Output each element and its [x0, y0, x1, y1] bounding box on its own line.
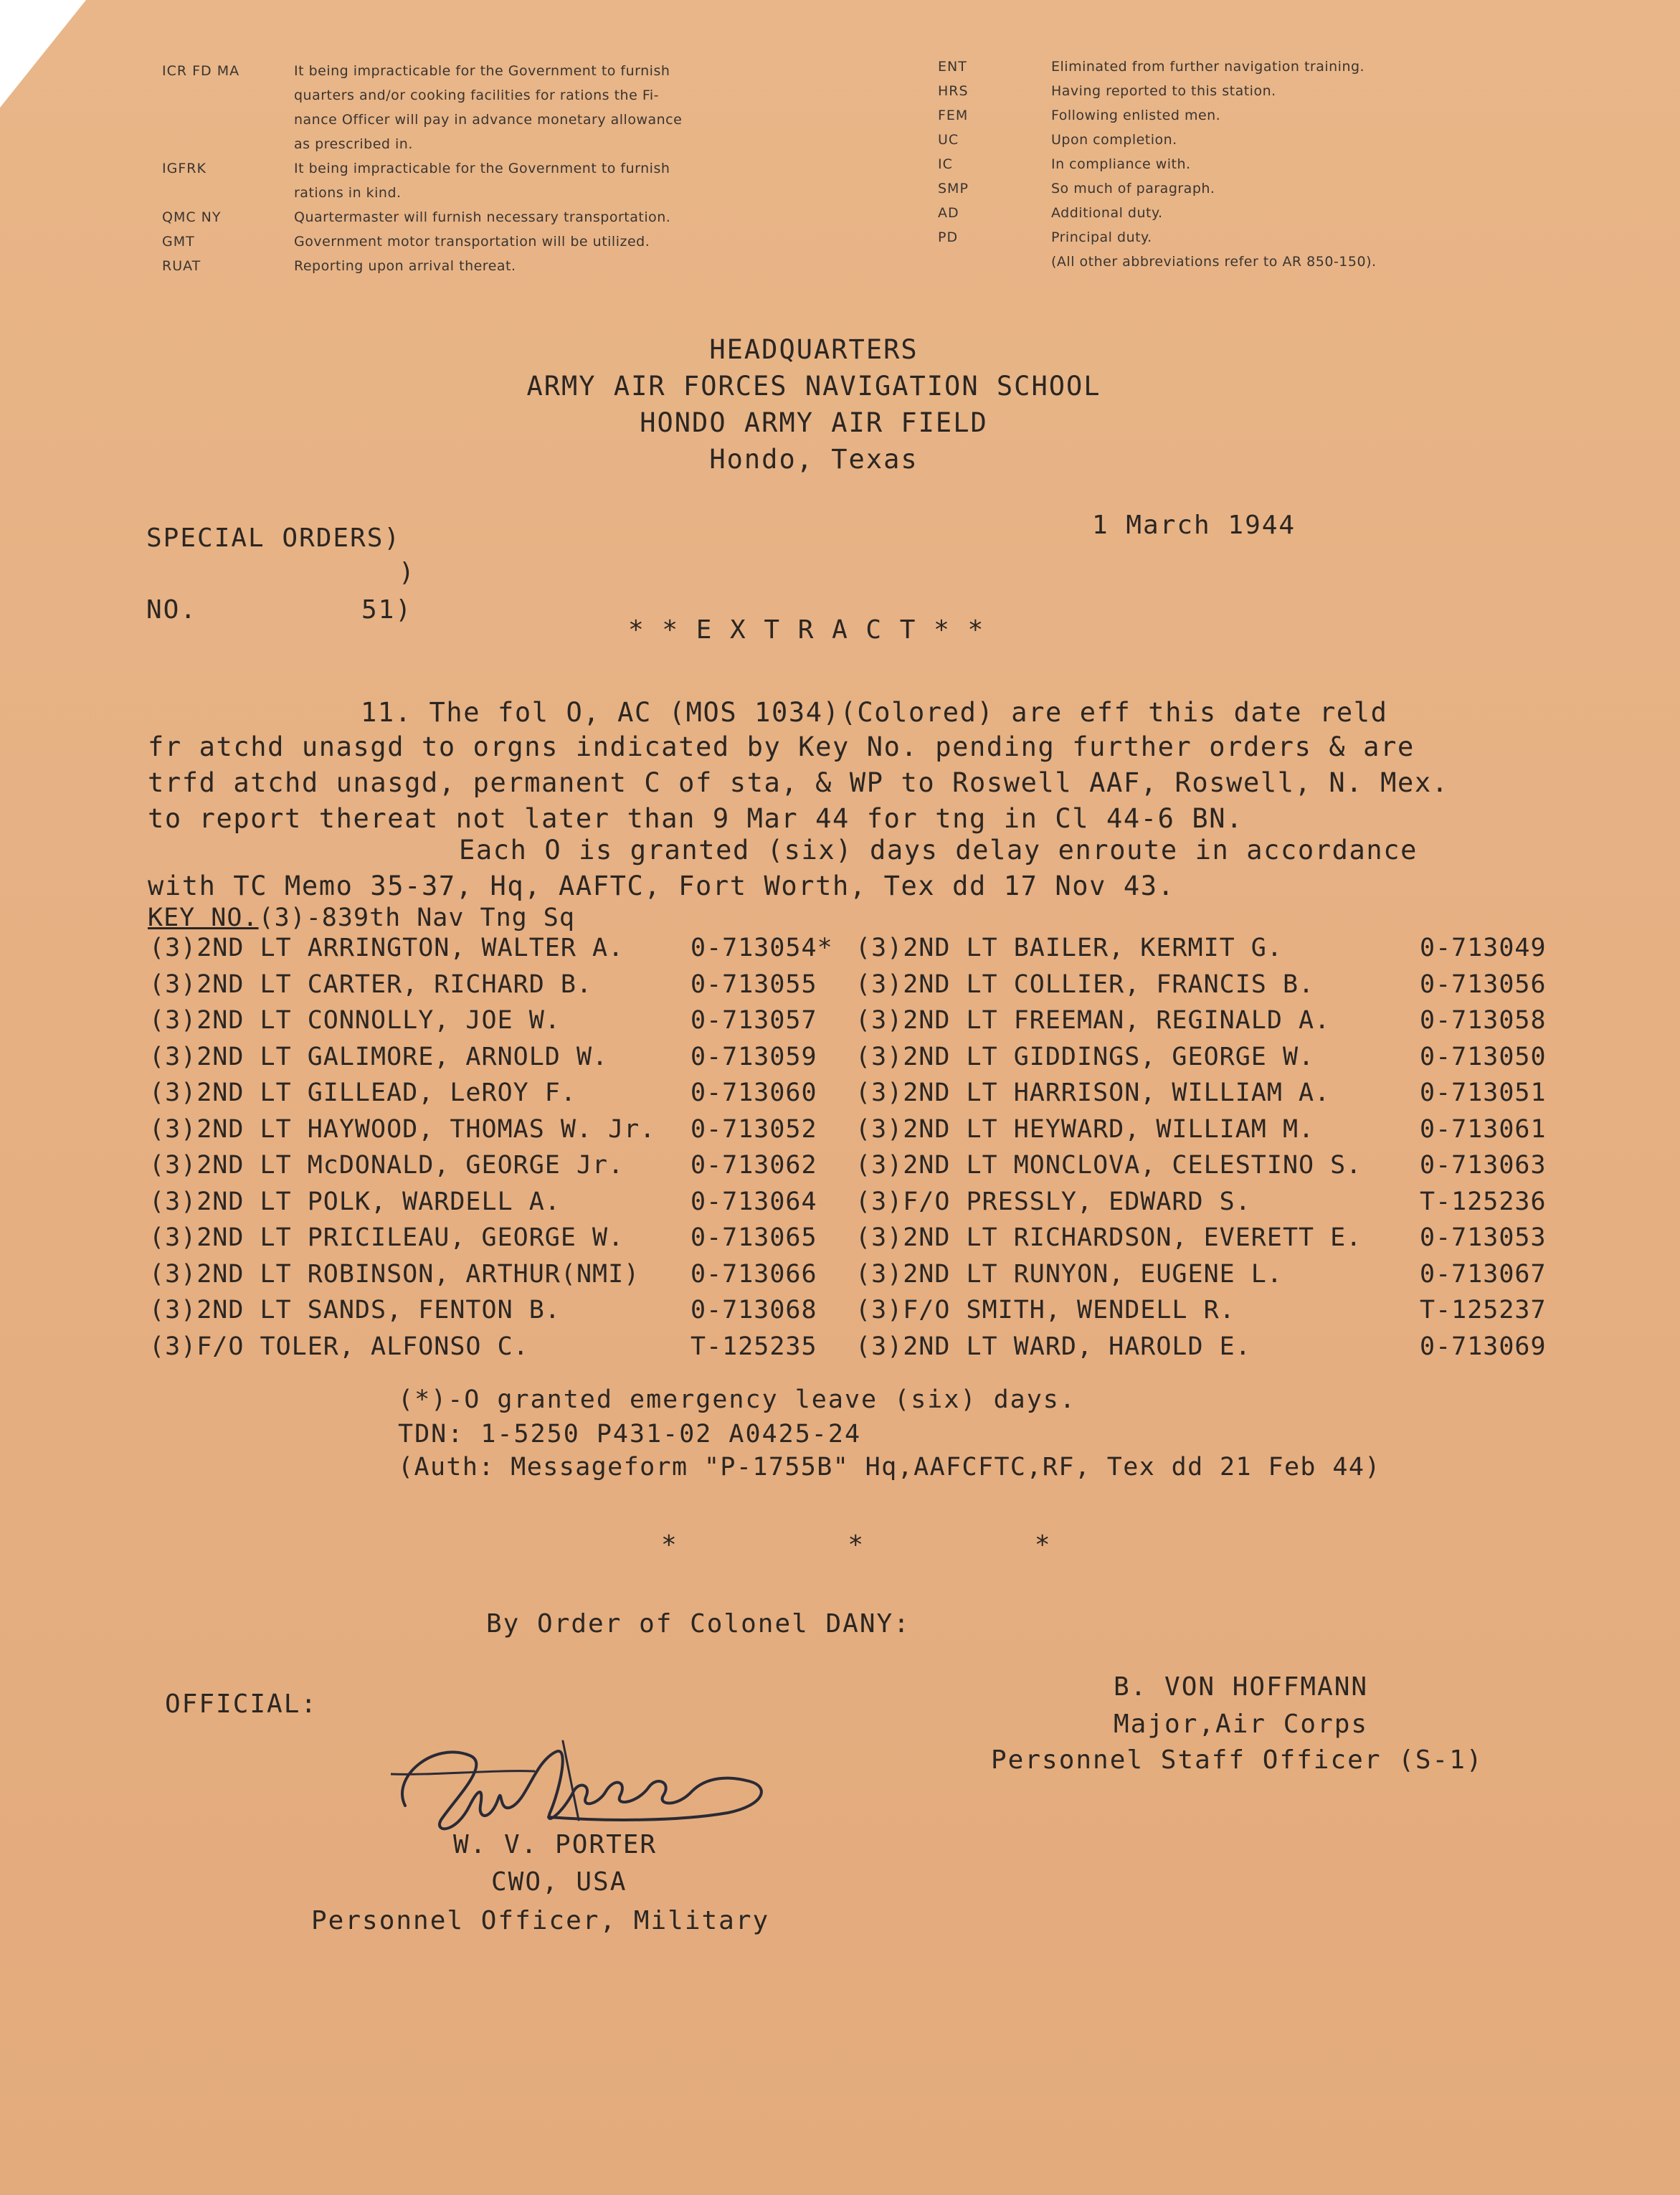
- note-authority: (Auth: Messageform "P-1755B" Hq,AAFCFTC,RF, Tex dd 21 Feb 44): [398, 1453, 1381, 1481]
- abbreviation-entry: [938, 103, 1377, 128]
- roster-left-name: (3)2ND LT PRICILEAU, GEORGE W.: [149, 1223, 625, 1252]
- abbreviation-description: Additional duty.: [1051, 205, 1163, 221]
- special-orders-paren: ): [399, 558, 416, 587]
- roster-right-name: (3)2ND LT FREEMAN, REGINALD A.: [855, 1006, 1331, 1035]
- abbreviation-code: QMC NY: [162, 209, 222, 225]
- roster-left-name: (3)2ND LT GALIMORE, ARNOLD W.: [149, 1042, 609, 1071]
- abbreviation-description-continued: nance Officer will pay in advance monetary allowance: [294, 112, 683, 128]
- abbreviation-description: Principal duty.: [1051, 229, 1152, 245]
- roster-right-serial: 0-713063: [1420, 1151, 1547, 1180]
- roster-left-name: (3)2ND LT McDONALD, GEORGE Jr.: [149, 1151, 625, 1180]
- roster-right-name: (3)2ND LT GIDDINGS, GEORGE W.: [855, 1042, 1315, 1071]
- roster-left-serial: 0-713065: [690, 1223, 817, 1252]
- roster-left-name: (3)2ND LT HAYWOOD, THOMAS W. Jr.: [149, 1114, 656, 1144]
- paragraph-line-2: fr atchd unasgd to orgns indicated by Key No. pending further orders & are: [148, 731, 1415, 762]
- abbreviation-description-continued: quarters and/or cooking facilities for rations the Fi-: [294, 87, 660, 103]
- by-order-line: By Order of Colonel DANY:: [486, 1609, 911, 1639]
- abbreviation-description: (All other abbreviations refer to AR 850-150).: [1051, 254, 1377, 270]
- section-separator: * * *: [661, 1530, 1052, 1560]
- abbreviation-code: FEM: [938, 108, 969, 123]
- roster-left-serial: 0-713068: [690, 1296, 817, 1324]
- roster-right-name: (3)2ND LT COLLIER, FRANCIS B.: [855, 970, 1315, 999]
- abbreviation-legend-left: [162, 59, 682, 278]
- roster-right-name: (3)2ND LT BAILER, KERMIT G.: [855, 934, 1283, 962]
- headquarters-heading: [402, 331, 1226, 478]
- abbreviation-description: Upon completion.: [1051, 132, 1177, 148]
- abbreviation-code: AD: [938, 205, 959, 221]
- roster-right-serial: T-125236: [1420, 1187, 1547, 1216]
- roster-right-name: (3)2ND LT WARD, HAROLD E.: [855, 1332, 1251, 1361]
- roster-right-name: (3)2ND LT HEYWARD, WILLIAM M.: [855, 1114, 1315, 1144]
- paragraph-line-3: trfd atchd unasgd, permanent C of sta, & WP to Roswell AAF, Roswell, N. Mex.: [148, 767, 1449, 798]
- roster-left-serial: 0-713055: [690, 970, 817, 999]
- key-number-label: KEY NO.: [148, 904, 259, 932]
- roster-left-serial: 0-713057: [690, 1006, 817, 1035]
- paragraph-line-1: 11. The fol O, AC (MOS 1034)(Colored) are eff this date reld: [361, 697, 1388, 728]
- roster-left-serial: 0-713064: [690, 1187, 817, 1216]
- roster-left-serial: 0-713052: [690, 1114, 817, 1144]
- abbreviation-description: Government motor transportation will be utilized.: [294, 234, 650, 250]
- key-number-line: [148, 904, 575, 932]
- roster-right-name: (3)F/O PRESSLY, EDWARD S.: [855, 1187, 1251, 1216]
- abbreviation-description: It being impracticable for the Government to furnish: [294, 63, 670, 79]
- official-label: OFFICIAL:: [165, 1689, 318, 1719]
- roster-right-name: (3)F/O SMITH, WENDELL R.: [855, 1296, 1235, 1324]
- abbreviation-description: Eliminated from further navigation training.: [1051, 59, 1365, 75]
- roster-left-name: (3)2ND LT SANDS, FENTON B.: [149, 1296, 561, 1324]
- abbreviation-entry: [938, 54, 1377, 79]
- abbreviation-code: HRS: [938, 83, 969, 99]
- left-signer-rank: CWO, USA: [491, 1867, 627, 1897]
- roster-right-name: (3)2ND LT RUNYON, EUGENE L.: [855, 1259, 1283, 1289]
- abbreviation-code: PD: [938, 229, 959, 245]
- abbreviation-entry: [938, 250, 1377, 274]
- abbreviation-code: RUAT: [162, 258, 201, 274]
- abbreviation-legend-right: [938, 54, 1377, 274]
- roster-right-name: (3)2ND LT RICHARDSON, EVERETT E.: [855, 1223, 1362, 1252]
- abbreviation-entry: [938, 225, 1377, 250]
- roster-right-serial: T-125237: [1420, 1296, 1547, 1324]
- roster-left-name: (3)2ND LT GILLEAD, LeROY F.: [149, 1078, 576, 1107]
- abbreviation-entry: [938, 128, 1377, 152]
- note-tdn: TDN: 1-5250 P431-02 A0425-24: [398, 1420, 862, 1449]
- roster-right-serial: 0-713051: [1420, 1078, 1547, 1107]
- roster-right-name: (3)2ND LT HARRISON, WILLIAM A.: [855, 1078, 1331, 1107]
- roster-left-serial: 0-713066: [690, 1259, 817, 1289]
- abbreviation-description: Following enlisted men.: [1051, 108, 1221, 123]
- abbreviation-entry: [162, 156, 682, 181]
- roster-left-serial: 0-713054*: [690, 934, 833, 962]
- right-signer-title: Personnel Staff Officer (S-1): [991, 1745, 1484, 1775]
- right-signer-name: B. VON HOFFMANN: [1114, 1672, 1369, 1702]
- abbreviation-entry: [938, 176, 1377, 201]
- roster-right-serial: 0-713058: [1420, 1006, 1547, 1035]
- abbreviation-code: UC: [938, 132, 959, 148]
- key-number-value: (3)-839th Nav Tng Sq: [258, 904, 575, 932]
- roster-left-serial: T-125235: [690, 1332, 817, 1361]
- abbreviation-code: SMP: [938, 181, 969, 196]
- paragraph-line-6: with TC Memo 35-37, Hq, AAFTC, Fort Worth, Tex dd 17 Nov 43.: [148, 871, 1175, 901]
- heading-line-3: HONDO ARMY AIR FIELD: [640, 407, 988, 438]
- roster-right-serial: 0-713069: [1420, 1332, 1547, 1361]
- abbreviation-description-continued: rations in kind.: [294, 185, 402, 201]
- abbreviation-description-continued: as prescribed in.: [294, 136, 413, 152]
- left-signer-name: W. V. PORTER: [453, 1830, 658, 1859]
- abbreviation-code: IGFRK: [162, 161, 207, 176]
- right-signer-rank: Major,Air Corps: [1114, 1710, 1369, 1739]
- torn-corner: [0, 0, 86, 108]
- roster-right-serial: 0-713049: [1420, 934, 1547, 962]
- special-orders-label: SPECIAL ORDERS): [146, 523, 402, 553]
- heading-line-1: HEADQUARTERS: [709, 334, 919, 365]
- roster-left-serial: 0-713062: [690, 1151, 817, 1180]
- abbreviation-description: So much of paragraph.: [1051, 181, 1215, 196]
- abbreviation-description: Quartermaster will furnish necessary transportation.: [294, 209, 671, 225]
- abbreviation-code: GMT: [162, 234, 195, 250]
- abbreviation-code: IC: [938, 156, 953, 172]
- roster-left-name: (3)2ND LT POLK, WARDELL A.: [149, 1187, 561, 1216]
- roster-left-name: (3)2ND LT ROBINSON, ARTHUR(NMI): [149, 1259, 640, 1289]
- abbreviation-entry: [938, 201, 1377, 225]
- abbreviation-entry: [938, 79, 1377, 103]
- abbreviation-entry: [938, 152, 1377, 176]
- extract-title: * * E X T R A C T * *: [628, 615, 985, 645]
- handwritten-signature-icon: [391, 1712, 778, 1849]
- abbreviation-code: ICR FD MA: [162, 63, 240, 79]
- abbreviation-description: In compliance with.: [1051, 156, 1191, 172]
- paragraph-line-4: to report thereat not later than 9 Mar 44 for tng in Cl 44-6 BN.: [148, 803, 1244, 834]
- roster-right-serial: 0-713061: [1420, 1114, 1547, 1144]
- roster-left-name: (3)2ND LT ARRINGTON, WALTER A.: [149, 934, 625, 962]
- abbreviation-entry: [162, 229, 682, 254]
- heading-line-4: Hondo, Texas: [709, 444, 919, 475]
- abbreviation-description: Reporting upon arrival thereat.: [294, 258, 516, 274]
- roster-left-serial: 0-713059: [690, 1042, 817, 1071]
- abbreviation-code: [938, 250, 1051, 274]
- order-date: 1 March 1944: [1092, 511, 1296, 540]
- roster-right-name: (3)2ND LT MONCLOVA, CELESTINO S.: [855, 1151, 1362, 1180]
- roster-left-serial: 0-713060: [690, 1078, 817, 1107]
- order-number: 51): [361, 595, 413, 625]
- abbreviation-entry: [162, 205, 682, 229]
- heading-line-2: ARMY AIR FORCES NAVIGATION SCHOOL: [526, 371, 1101, 402]
- abbreviation-description: It being impracticable for the Government to furnish: [294, 161, 670, 176]
- abbreviation-description: Having reported to this station.: [1051, 83, 1276, 99]
- roster-right-serial: 0-713050: [1420, 1042, 1547, 1071]
- order-number-label: NO.: [146, 595, 198, 625]
- paragraph-line-5: Each O is granted (six) days delay enroute in accordance: [459, 835, 1418, 866]
- roster-left-name: (3)2ND LT CONNOLLY, JOE W.: [149, 1006, 561, 1035]
- roster-left-name: (3)F/O TOLER, ALFONSO C.: [149, 1332, 529, 1361]
- roster-left-name: (3)2ND LT CARTER, RICHARD B.: [149, 970, 593, 999]
- roster-right-serial: 0-713056: [1420, 970, 1547, 999]
- abbreviation-entry: [162, 254, 682, 278]
- note-emergency-leave: (*)-O granted emergency leave (six) days.: [398, 1385, 1076, 1414]
- roster-right-serial: 0-713067: [1420, 1259, 1547, 1289]
- left-signer-title: Personnel Officer, Military: [311, 1906, 770, 1935]
- abbreviation-entry: [162, 59, 682, 83]
- abbreviation-code: ENT: [938, 59, 967, 75]
- roster-right-serial: 0-713053: [1420, 1223, 1547, 1252]
